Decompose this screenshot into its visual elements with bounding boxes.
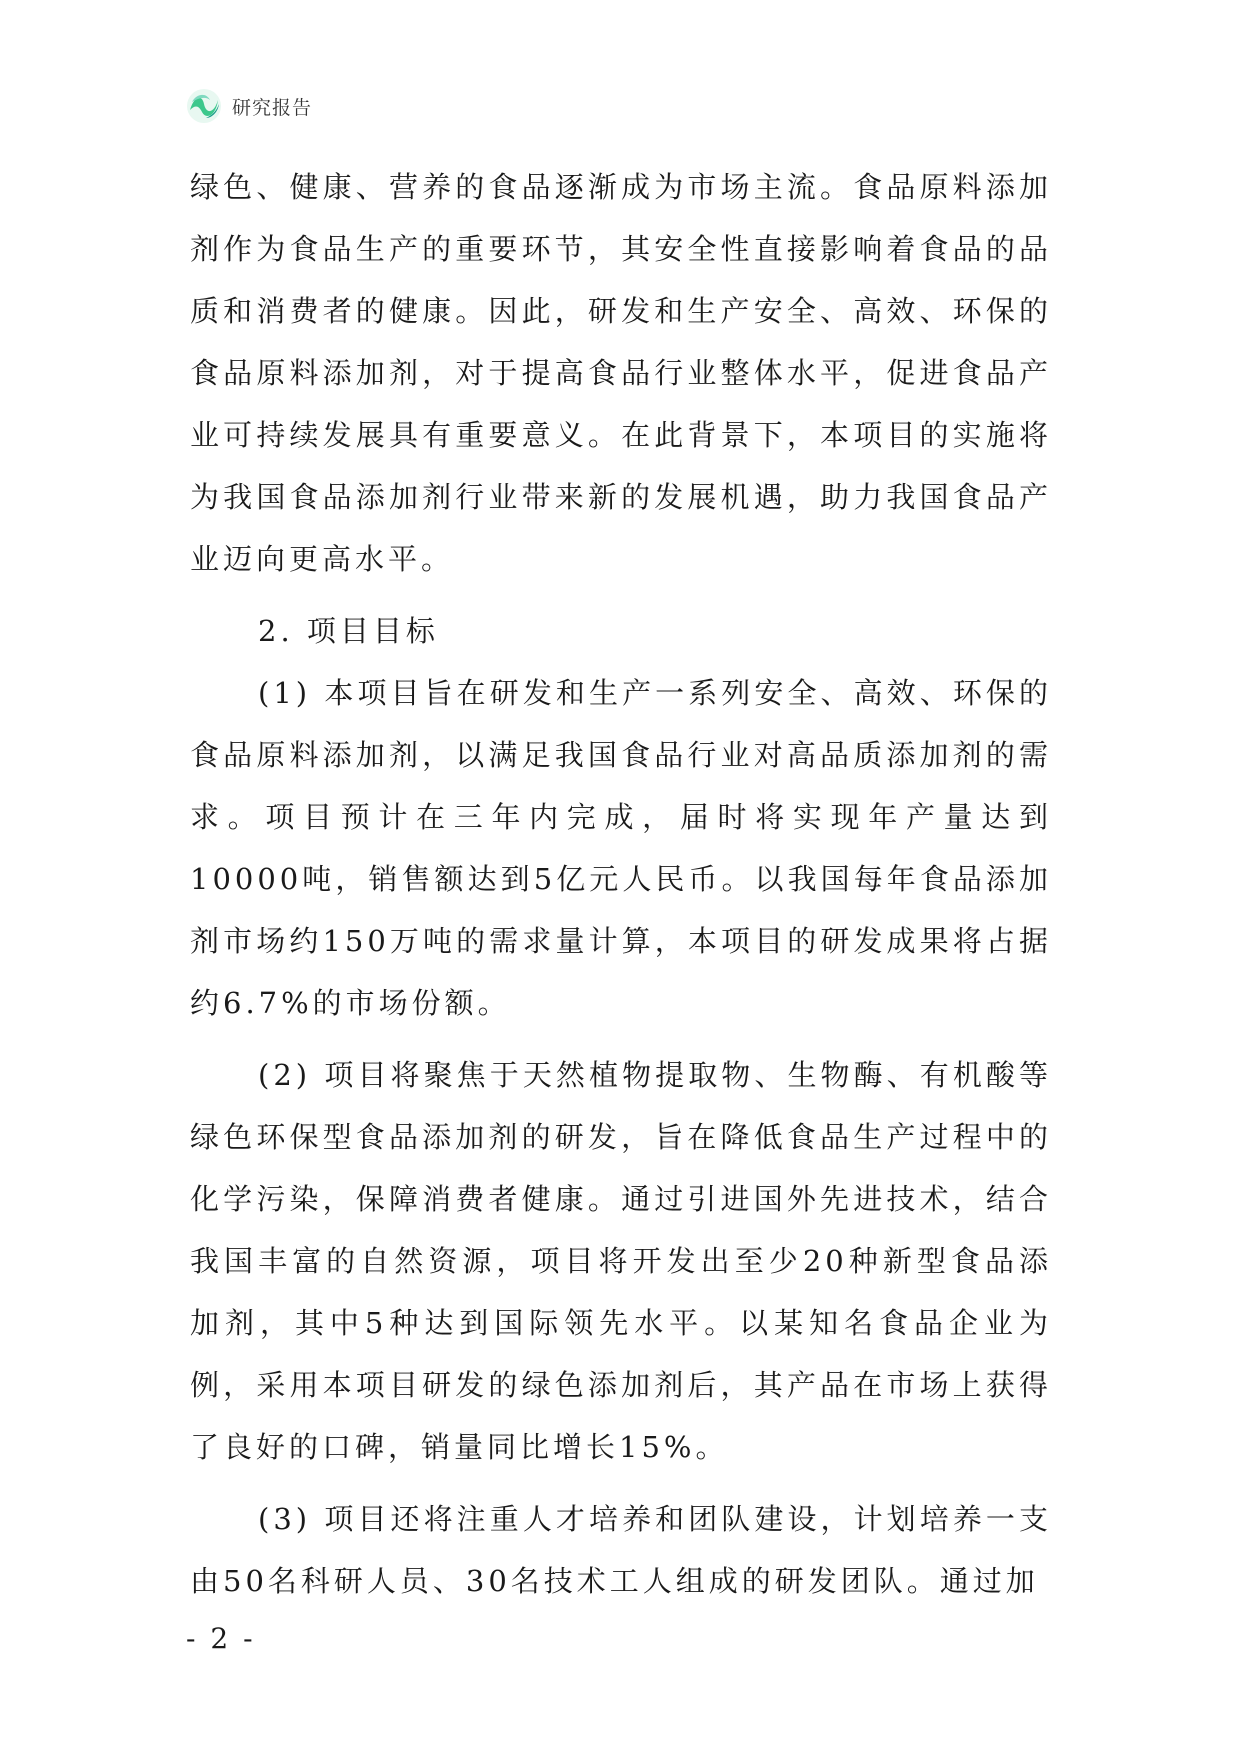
green-leaf-logo-icon [186,88,222,124]
document-body [190,156,1052,1612]
section-heading-project-goals: 2. 项目目标 [258,614,439,648]
paragraph-goal-2: (2) 项目将聚焦于天然植物提取物、生物酶、有机酸等绿色环保型食品添加剂的研发，旨在降低食品生产过程中的化学污染，保障消费者健康。通过引进国外先进技术，结合我国丰富的自然资源，项目将开发出至少20种新型食品添加剂，其中5种达到国际领先水平。以某知名食品企业为例，采用本项目研发的绿色添加剂后，其产品在市场上获得了良好的口碑，销量同比增长15%。 [190,1058,1052,1464]
page-number: - 2 - [186,1622,256,1655]
paragraph-goal-3: (3) 项目还将注重人才培养和团队建设，计划培养一支由50名科研人员、30名技术工人组成的研发团队。通过加 [190,1502,1052,1598]
paragraph-goal-1: (1) 本项目旨在研发和生产一系列安全、高效、环保的食品原料添加剂，以满足我国食品行业对高品质添加剂的需求。项目预计在三年内完成，届时将实现年产量达到10000吨，销售额达到5亿元人民币。以我国每年食品添加剂市场约150万吨的需求量计算，本项目的研发成果将占据约6.7%的市场份额。 [190,676,1052,1020]
header-title: 研究报告 [232,96,313,119]
paragraph-background: 绿色、健康、营养的食品逐渐成为市场主流。食品原料添加剂作为食品生产的重要环节，其安全性直接影响着食品的品质和消费者的健康。因此，研发和生产安全、高效、环保的食品原料添加剂，对于提高食品行业整体水平，促进食品产业可持续发展具有重要意义。在此背景下，本项目的实施将为我国食品添加剂行业带来新的发展机遇，助力我国食品产业迈向更高水平。 [190,170,1052,576]
page-header [186,86,312,126]
